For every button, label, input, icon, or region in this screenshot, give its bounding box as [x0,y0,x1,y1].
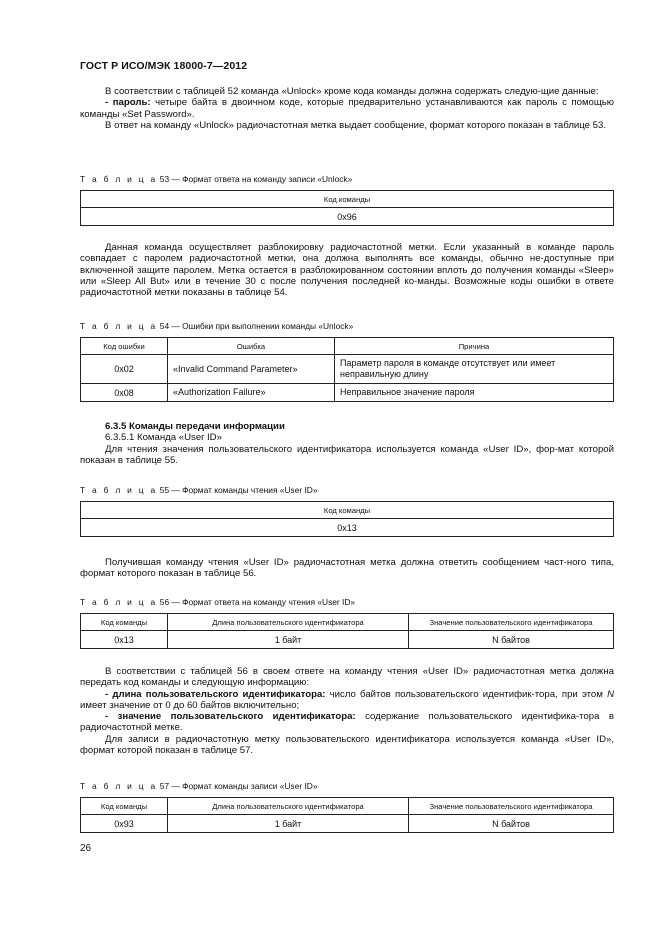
table-header-cell: Значение пользовательского идентификатора [409,798,614,815]
table-header-cell: Код ошибки [81,338,168,355]
paragraph-text: В ответ на команду «Unlock» радиочастотная метка выдает сообщение, формат которого показан в таблице 53. [105,119,607,131]
item-text: имеет значение от 0 до 60 байтов включительно; [80,699,300,711]
table-row [81,631,614,649]
table-cell: «Authorization Failure» [168,384,335,402]
caption-text: 54 — Ошибки при выполнении команды «Unlock» [157,321,354,331]
list-item [80,711,614,734]
caption-text: 56 — Формат ответа на команду чтения «User ID» [157,597,356,607]
table-cell: 0x02 [81,355,168,384]
paragraph-user-id-response [80,557,614,580]
table-cell: 0x08 [81,384,168,402]
table-cell: 1 байт [168,815,409,833]
paragraph-text: Данная команда осуществляет разблокировку радиочастотной метки. Если указанный в команде пароль совпадает с паролем радиочастотной метки, она должна выполнять все команды, обычно не-доступные при включенной защите паролем. Метка остается в разблокированном состоянии вплоть до получения команды «Sleep» или «Sleep All But» или в течение 30 с после получения последней ко-манды. Возможные коды ошибки в ответе радиочастотной метки показаны в таблице 54. [80,242,614,299]
table-header-row [81,338,614,355]
table-row [81,815,614,833]
table-cell: 0x13 [81,519,614,537]
table54 [80,337,614,402]
table-cell: 0x13 [81,631,168,649]
table-cell: 1 байт [168,631,409,649]
table54-caption [80,321,353,331]
page-number: 26 [80,843,92,854]
table-cell: «Invalid Command Parameter» [168,355,335,384]
section-6-3-5 [80,421,614,466]
table-row [81,384,614,402]
paragraph-user-id-content [80,666,614,756]
list-item [80,689,614,712]
table-cell: 0x96 [81,208,614,226]
caption-prefix: Т а б л и ц а [80,321,158,331]
table-header-cell: Код команды [81,191,614,208]
document-header: ГОСТ Р ИСО/МЭК 18000-7—2012 [80,60,248,72]
table-header-row [81,614,614,631]
table57-caption [80,781,318,791]
item-text: число байтов пользовательского идентифик-тора, при этом [325,688,608,700]
paragraph-text: В соответствии с таблицей 52 команда «Unlock» кроме кода команды должна содержать следую-щие данные: [105,86,599,97]
table-cell: Параметр пароля в команде отсутствует или имеет неправильную длину [335,355,614,384]
section-heading: 6.3.5 Команды передачи информации [105,421,285,432]
table53-caption [80,174,352,184]
table53 [80,190,614,226]
paragraph-text: Для чтения значения пользовательского идентификатора используется команда «User ID», фор-мат которой показан в таблице 55. [80,443,614,466]
table-header-cell: Код команды [81,798,168,815]
table55-caption [80,485,318,495]
table-header-row [81,502,614,519]
table-header-cell: Длина пользовательского идентификатора [168,798,409,815]
paragraph-text: В соответствии с таблицей 56 в своем ответе на команду чтения «User ID» радиочастотная метка должна передать код команды и следующую информацию: [80,666,614,689]
password-text: четыре байта в двоичном коде, которые предварительно устанавливаются как пароль с помощью команды «Set Password». [80,97,614,120]
item-text: содержание пользовательского идентифика-тора в радиочастотной метке. [80,711,614,734]
password-label: - пароль: [105,97,151,109]
table-header-cell: Код команды [81,502,614,519]
table56 [80,613,614,649]
table-header-cell: Длина пользовательского идентификатора [168,614,409,631]
table56-caption [80,597,355,607]
table-row [81,355,614,384]
paragraph-unlock-intro [80,86,614,131]
table-row [81,519,614,537]
table-header-row [81,191,614,208]
subsection-heading: 6.3.5.1 Команда «User ID» [105,432,222,444]
table-cell: N байтов [409,815,614,833]
caption-text: 55 — Формат команды чтения «User ID» [157,485,318,495]
caption-prefix: Т а б л и ц а [80,781,158,791]
item-label: - значение пользовательского идентификатора: [105,711,356,723]
table-row [81,208,614,226]
paragraph-text: Для записи в радиочастотную метку пользовательского идентификатора используется команда «User ID», формат которой показан в таблице 57. [80,733,614,757]
table-header-cell: Причина [335,338,614,355]
table-cell: 0x93 [81,815,168,833]
paragraph-text: Получившая команду чтения «User ID» радиочастотная метка должна ответить сообщением част-ного типа, формат которого показан в таблице 56. [80,557,614,580]
caption-prefix: Т а б л и ц а [80,174,158,184]
table57 [80,797,614,833]
table-header-cell: Ошибка [168,338,335,355]
caption-text: 57 — Формат команды записи «User ID» [157,781,318,791]
caption-text: 53 — Формат ответа на команду записи «Unlock» [157,174,353,184]
caption-prefix: Т а б л и ц а [80,485,158,495]
table-cell: N байтов [409,631,614,649]
table-header-cell: Значение пользовательского идентификатора [409,614,614,631]
item-label: - длина пользовательского идентификатора: [105,688,326,700]
table-header-row [81,798,614,815]
table55 [80,501,614,537]
password-item [80,97,614,120]
item-variable: N [607,688,614,700]
caption-prefix: Т а б л и ц а [80,597,158,607]
table-header-cell: Код команды [81,614,168,631]
paragraph-unlock-description [80,242,614,298]
table-cell: Неправильное значение пароля [335,384,614,402]
